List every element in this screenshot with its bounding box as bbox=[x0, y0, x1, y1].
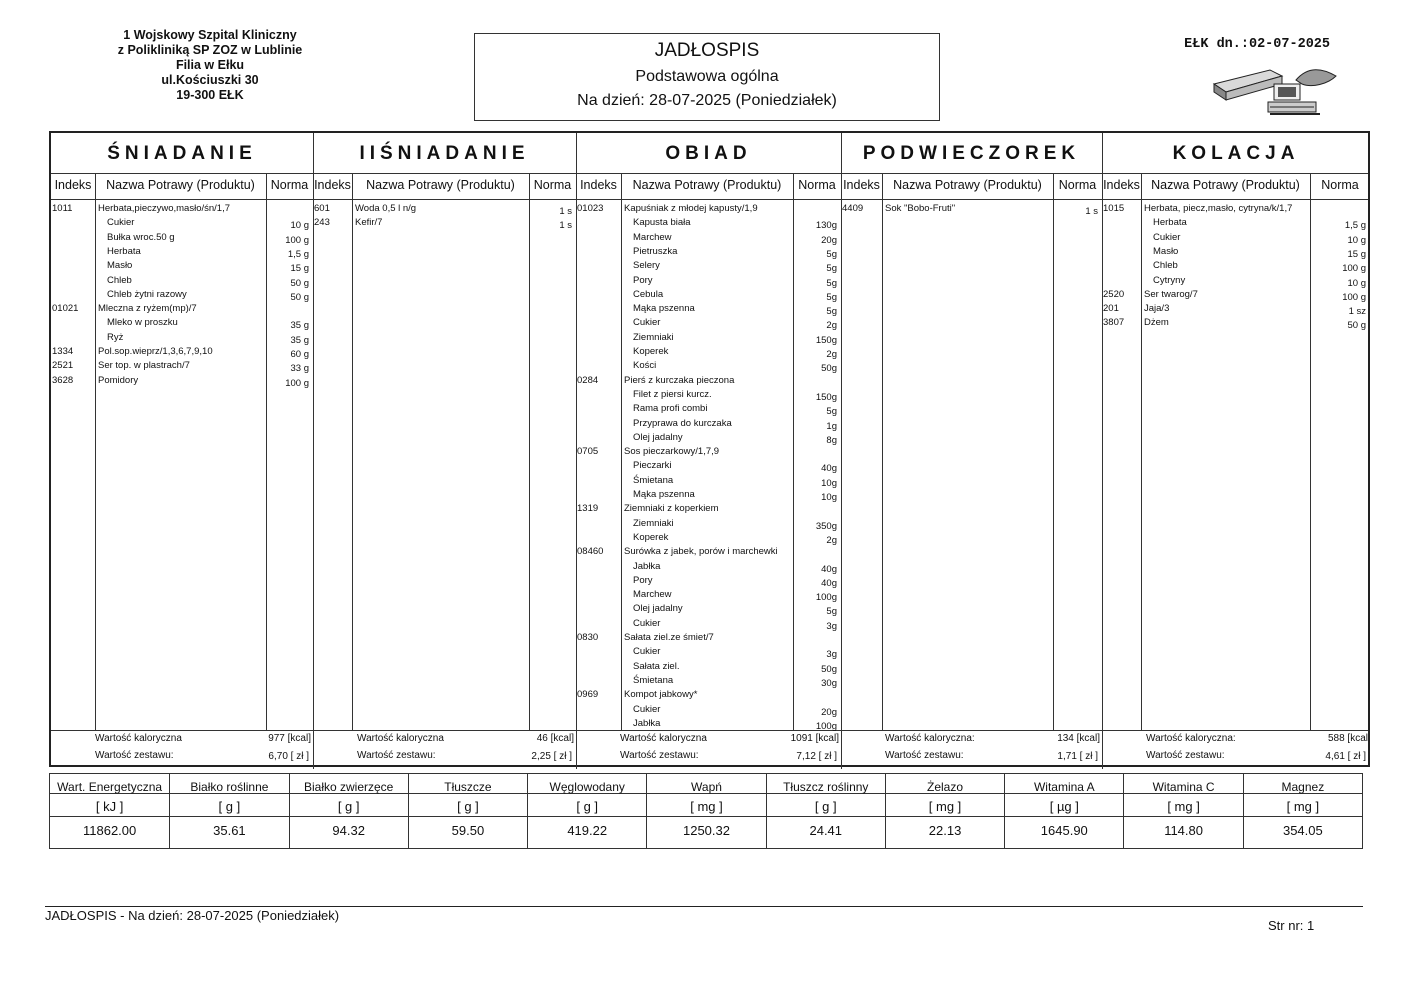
dish-norm: 20g bbox=[821, 706, 837, 718]
calorie-label: Wartość kaloryczna: bbox=[1146, 733, 1236, 744]
nutrient-label: Białko zwierzęce bbox=[303, 780, 394, 794]
cost-label: Wartość zestawu: bbox=[357, 750, 436, 761]
ingredient-name: Jabłka bbox=[633, 560, 661, 572]
dish-norm: 1 s bbox=[1085, 206, 1098, 217]
hospital-line: Filia w Ełku bbox=[175, 58, 245, 72]
nutrient-unit: [ kJ ] bbox=[95, 799, 124, 814]
dish-norm: 60 g bbox=[290, 349, 309, 360]
dish-index: 01023 bbox=[577, 203, 604, 214]
norm-column-line bbox=[529, 173, 530, 730]
calorie-label: Wartość kaloryczna bbox=[620, 733, 707, 744]
cost-label: Wartość zestawu: bbox=[885, 750, 964, 761]
ingredient-name: Mleko w proszku bbox=[107, 317, 178, 329]
dish-index: 0284 bbox=[577, 374, 599, 386]
dish-norm: 10g bbox=[821, 492, 837, 503]
nutrient-label: Żelazo bbox=[927, 780, 964, 794]
hospital-address bbox=[60, 28, 360, 103]
dish-norm: 8g bbox=[826, 434, 837, 446]
dish-norm: 15 g bbox=[290, 263, 309, 275]
ingredient-name: Pietruszka bbox=[633, 245, 678, 257]
column-header-name: Nazwa Potrawy (Produktu) bbox=[632, 178, 782, 192]
ingredient-name: Rama profi combi bbox=[633, 403, 708, 415]
dish-norm: 15 g bbox=[1347, 248, 1366, 260]
column-header-index: Indeks bbox=[54, 178, 92, 192]
ingredient-name: Masło bbox=[1153, 245, 1179, 257]
dish-norm: 1 s bbox=[559, 206, 572, 217]
nutrient-unit: [ g ] bbox=[814, 799, 837, 814]
dish-norm: 10g bbox=[821, 477, 837, 489]
nutrient-column bbox=[1243, 774, 1362, 848]
page-number: Str nr: 1 bbox=[1268, 918, 1315, 933]
ingredient-name: Masło bbox=[107, 260, 133, 272]
nutrient-value: 35.61 bbox=[213, 823, 246, 838]
ingredient-name: Kości bbox=[633, 360, 657, 372]
ingredient-name: Sałata ziel. bbox=[633, 660, 680, 672]
nutrient-value: 354.05 bbox=[1282, 823, 1323, 838]
ingredient-name: Pory bbox=[633, 274, 653, 286]
nutrient-unit: [ g ] bbox=[457, 799, 479, 814]
dish-name: Sos pieczarkowy/1,7,9 bbox=[624, 446, 720, 458]
nutrient-label: Witamina A bbox=[1033, 780, 1095, 794]
ingredient-name: Ryż bbox=[107, 331, 124, 343]
index-column-line bbox=[621, 173, 622, 730]
index-column-line bbox=[95, 173, 96, 730]
column-header-norm: Norma bbox=[1058, 178, 1097, 192]
nutrient-column bbox=[1123, 774, 1242, 848]
title-divider bbox=[51, 173, 1368, 174]
dish-index: 3628 bbox=[52, 374, 74, 386]
dish-name: Ziemniaki z koperkiem bbox=[624, 503, 719, 515]
dish-norm: 40g bbox=[821, 463, 837, 475]
norm-column-line bbox=[1053, 173, 1054, 730]
nutrient-column bbox=[169, 774, 288, 848]
dish-norm: 10 g bbox=[1347, 277, 1366, 289]
dish-norm: 100 g bbox=[285, 377, 309, 389]
nutrient-label: Białko roślinne bbox=[190, 780, 269, 794]
ingredient-name: Cukier bbox=[1153, 231, 1181, 243]
column-header-index: Indeks bbox=[843, 178, 880, 192]
dish-norm: 100 g bbox=[1342, 291, 1366, 303]
ingredient-name: Mąka pszenna bbox=[633, 489, 695, 500]
dish-norm: 50 g bbox=[290, 277, 309, 289]
dish-name: Ser twarog/7 bbox=[1144, 288, 1198, 300]
menu-date: Na dzień: 28-07-2025 (Poniedziałek) bbox=[577, 92, 837, 109]
dish-index: 1334 bbox=[52, 346, 74, 357]
dish-norm: 100g bbox=[815, 592, 837, 604]
nutrient-column bbox=[885, 774, 1004, 848]
nutrient-unit: [ g ] bbox=[218, 799, 241, 814]
dish-norm: 10 g bbox=[290, 220, 309, 232]
dish-norm: 40g bbox=[821, 577, 837, 589]
dish-name: Kapuśniak z młodej kapusty/1,9 bbox=[624, 203, 758, 214]
dish-name: Pierś z kurczaka pieczona bbox=[624, 374, 735, 386]
cost-value: 1,71 [ zł ] bbox=[1057, 751, 1098, 762]
calorie-value: 46 [kcal] bbox=[536, 733, 574, 744]
ingredient-name: Cukier bbox=[633, 646, 661, 658]
dish-index: 0705 bbox=[577, 446, 599, 458]
dish-norm: 100 g bbox=[1342, 263, 1366, 275]
dish-name: Kompot jabkowy* bbox=[624, 689, 698, 701]
ingredient-name: Kapusta biała bbox=[633, 217, 691, 229]
ingredient-name: Ziemniaki bbox=[633, 517, 674, 529]
nutrient-column bbox=[646, 774, 765, 848]
ingredient-name: Cebula bbox=[633, 288, 664, 300]
column-header-index: Indeks bbox=[580, 178, 617, 192]
nutrient-label: Tłuszcz roślinny bbox=[783, 780, 869, 794]
nutrient-column bbox=[766, 774, 885, 848]
dish-norm: 5g bbox=[826, 406, 837, 418]
meal-title-sniadanie: ŚNIADANIE bbox=[107, 143, 257, 164]
meal-title-podwieczorek: PODWIECZOREK bbox=[862, 143, 1081, 164]
dish-norm: 1,5 g bbox=[1344, 220, 1366, 232]
hospital-line: 1 Wojskowy Szpital Kliniczny bbox=[123, 28, 297, 42]
cost-value: 2,25 [ zł ] bbox=[531, 751, 572, 762]
cost-value: 7,12 [ zł ] bbox=[796, 751, 837, 762]
nutrient-table bbox=[49, 773, 1363, 849]
nutrient-label: Węglowodany bbox=[549, 780, 625, 794]
meal-title-obiad: OBIAD bbox=[665, 143, 752, 164]
dish-index: 1015 bbox=[1103, 203, 1125, 214]
dish-norm: 35 g bbox=[290, 320, 309, 332]
ingredient-name: Cukier bbox=[633, 317, 661, 329]
meal-title-kolacja: KOLACJA bbox=[1172, 143, 1300, 164]
nutrient-unit: [ g ] bbox=[576, 799, 599, 814]
summary-divider bbox=[51, 730, 1368, 731]
cost-label: Wartość zestawu: bbox=[620, 750, 699, 761]
dish-norm: 33 g bbox=[290, 363, 309, 375]
column-header-norm: Norma bbox=[533, 178, 572, 192]
ingredient-name: Przyprawa do kurczaka bbox=[633, 417, 732, 429]
footer-divider bbox=[45, 906, 1363, 907]
menu-grid bbox=[49, 131, 1370, 767]
dish-index: 243 bbox=[314, 217, 330, 229]
dish-index: 1011 bbox=[52, 203, 73, 214]
header-divider bbox=[51, 199, 1368, 200]
dish-norm: 50 g bbox=[290, 291, 309, 303]
ingredient-name: Filet z piersi kurcz. bbox=[633, 388, 712, 400]
cost-label: Wartość zestawu: bbox=[95, 750, 174, 761]
dish-index: 601 bbox=[314, 203, 330, 214]
nutrient-unit: [ mg ] bbox=[928, 799, 962, 814]
ingredient-name: Jabłka bbox=[633, 717, 661, 729]
nutrient-column bbox=[289, 774, 408, 848]
column-header-name: Nazwa Potrawy (Produktu) bbox=[366, 178, 515, 192]
dish-norm: 350g bbox=[815, 520, 837, 532]
ingredient-name: Pieczarki bbox=[633, 460, 672, 472]
dish-name: Sałata ziel.ze śmiet/7 bbox=[624, 632, 714, 643]
column-header-norm: Norma bbox=[270, 178, 309, 192]
cost-value: 4,61 [ zł ] bbox=[1325, 751, 1366, 762]
ingredient-name: Cukier bbox=[633, 703, 661, 715]
calorie-value: 588 [kcal bbox=[1327, 733, 1368, 744]
dish-index: 0830 bbox=[577, 632, 599, 643]
dish-norm: 20g bbox=[821, 234, 837, 246]
nutrient-unit: [ g ] bbox=[337, 799, 360, 814]
ingredient-name: Cukier bbox=[633, 617, 661, 629]
dish-norm: 1g bbox=[826, 420, 837, 432]
nutrient-value: 59.50 bbox=[451, 823, 485, 838]
column-header-name: Nazwa Potrawy (Produktu) bbox=[106, 178, 255, 192]
column-header-norm: Norma bbox=[798, 178, 836, 192]
dish-name: Ser top. w plastrach/7 bbox=[98, 360, 190, 372]
ingredient-name: Bułka wroc.50 g bbox=[107, 231, 175, 243]
ingredient-name: Selery bbox=[633, 260, 660, 272]
ingredient-name: Olej jadalny bbox=[633, 431, 683, 443]
hospital-line: ul.Kościuszki 30 bbox=[161, 73, 259, 87]
ingredient-name: Ziemniaki bbox=[633, 331, 674, 343]
nutrient-value: 419.22 bbox=[567, 823, 608, 838]
nutrient-label: Tłuszcze bbox=[444, 780, 492, 794]
nutrient-value: 22.13 bbox=[928, 823, 962, 838]
dish-norm: 100 g bbox=[285, 234, 309, 246]
dish-norm: 5g bbox=[826, 263, 837, 275]
calorie-label: Wartość kaloryczna bbox=[95, 733, 182, 744]
cost-label: Wartość zestawu: bbox=[1146, 750, 1225, 761]
hospital-line: z Polikliniką SP ZOZ w Lublinie bbox=[117, 43, 303, 57]
dish-name: Pomidory bbox=[98, 374, 139, 386]
column-header-index: Indeks bbox=[314, 178, 351, 192]
dish-name: Herbata,pieczywo,masło/śn/1,7 bbox=[98, 203, 231, 214]
meal-separator bbox=[1102, 133, 1103, 769]
calorie-value: 1091 [kcal] bbox=[790, 733, 839, 744]
ingredient-name: Śmietana bbox=[633, 474, 674, 486]
nutrient-value: 1645.90 bbox=[1040, 823, 1088, 838]
dish-norm: 1 sz bbox=[1348, 306, 1366, 318]
dish-norm: 50g bbox=[821, 663, 837, 675]
dish-norm: 30g bbox=[821, 677, 837, 689]
ingredient-name: Herbata bbox=[107, 245, 141, 257]
dish-norm: 35 g bbox=[290, 334, 309, 346]
dish-name: Woda 0,5 l n/g bbox=[355, 203, 417, 214]
calorie-value: 977 [kcal] bbox=[268, 733, 311, 744]
dish-norm: 5g bbox=[826, 606, 837, 618]
nutrient-value: 1250.32 bbox=[682, 823, 730, 838]
dish-name: Kefir/7 bbox=[355, 217, 383, 229]
dish-name: Pol.sop.wieprz/1,3,6,7,9,10 bbox=[98, 346, 213, 357]
nutrient-value: 11862.00 bbox=[83, 823, 137, 838]
dish-norm: 5g bbox=[826, 248, 837, 260]
ingredient-name: Koperek bbox=[633, 531, 669, 543]
dish-norm: 50 g bbox=[1347, 320, 1366, 332]
dish-norm: 150g bbox=[815, 334, 837, 346]
dish-name: Surówka z jabek, porów i marchewki bbox=[624, 546, 778, 558]
dish-norm: 2g bbox=[826, 320, 837, 332]
dish-norm: 1,5 g bbox=[287, 248, 309, 260]
nutrient-label: Witamina C bbox=[1152, 780, 1215, 794]
calorie-label: Wartość kaloryczna bbox=[357, 733, 444, 744]
dish-norm: 50g bbox=[821, 363, 837, 375]
index-column-line bbox=[352, 173, 353, 730]
dish-norm: 5g bbox=[826, 306, 837, 318]
column-header-norm: Norma bbox=[1321, 178, 1359, 192]
dish-name: Sok "Bobo-Fruti" bbox=[885, 203, 956, 214]
dish-norm: 150g bbox=[815, 391, 837, 403]
dish-name: Herbata, piecz,masło, cytryna/k/1,7 bbox=[1144, 203, 1293, 214]
nutrient-label: Wart. Energetyczna bbox=[57, 780, 163, 794]
footer-text: JADŁOSPIS - Na dzień: 28-07-2025 (Poniedziałek) bbox=[45, 908, 340, 923]
ingredient-name: Marchew bbox=[633, 231, 672, 243]
nutrient-value: 114.80 bbox=[1164, 823, 1203, 838]
nutrient-label: Wapń bbox=[691, 780, 722, 794]
dish-name: Dżem bbox=[1144, 317, 1169, 329]
dish-norm: 130g bbox=[815, 220, 837, 232]
column-header-name: Nazwa Potrawy (Produktu) bbox=[893, 178, 1042, 192]
column-header-index: Indeks bbox=[1103, 178, 1140, 192]
ingredient-name: Cukier bbox=[107, 217, 135, 229]
dish-index: 0969 bbox=[577, 689, 599, 701]
meal-separator bbox=[841, 133, 842, 769]
ingredient-name: Chleb bbox=[107, 274, 132, 286]
calorie-value: 134 [kcal] bbox=[1057, 733, 1100, 744]
dish-norm: 10 g bbox=[1347, 234, 1366, 246]
dish-norm: 2g bbox=[826, 349, 837, 360]
dish-index: 2520 bbox=[1103, 288, 1125, 300]
dish-index: 08460 bbox=[577, 546, 604, 558]
ingredient-name: Herbata bbox=[1153, 217, 1187, 229]
dish-index: 201 bbox=[1103, 303, 1119, 315]
computer-icon bbox=[1210, 62, 1340, 124]
index-column-line bbox=[882, 173, 883, 730]
hospital-line: 19-300 EŁK bbox=[176, 88, 244, 102]
index-column-line bbox=[1141, 173, 1142, 730]
nutrient-column bbox=[408, 774, 527, 848]
ingredient-name: Mąka pszenna bbox=[633, 303, 695, 315]
dish-index: 1319 bbox=[577, 503, 599, 515]
ingredient-name: Chleb bbox=[1153, 260, 1178, 272]
nutrient-column bbox=[527, 774, 646, 848]
dish-norm: 5g bbox=[826, 291, 837, 303]
nutrient-value: 94.32 bbox=[332, 823, 365, 838]
diet-name: Podstawowa ogólna bbox=[635, 68, 779, 85]
dish-index: 2521 bbox=[52, 360, 74, 372]
dish-index: 3807 bbox=[1103, 317, 1125, 329]
document-title: JADŁOSPIS bbox=[654, 40, 760, 61]
ingredient-name: Śmietana bbox=[633, 674, 674, 686]
nutrient-unit: [ mg ] bbox=[1167, 799, 1200, 814]
nutrient-unit: [ mg ] bbox=[1286, 799, 1320, 814]
column-header-name: Nazwa Potrawy (Produktu) bbox=[1151, 178, 1300, 192]
dish-norm: 1 s bbox=[559, 220, 572, 232]
nutrient-value: 24.41 bbox=[809, 823, 843, 838]
dish-norm: 2g bbox=[826, 534, 837, 546]
ingredient-name: Marchew bbox=[633, 589, 672, 601]
title-box bbox=[474, 33, 940, 121]
issue-date: EŁK dn.:02-07-2025 bbox=[1184, 37, 1330, 52]
ingredient-name: Koperek bbox=[633, 346, 669, 357]
nutrient-column bbox=[1004, 774, 1123, 848]
dish-norm: 5g bbox=[826, 277, 837, 289]
cost-value: 6,70 [ zł ] bbox=[268, 751, 309, 762]
dish-norm: 100g bbox=[815, 720, 837, 732]
dish-name: Jaja/3 bbox=[1144, 303, 1170, 315]
dish-index: 4409 bbox=[842, 203, 864, 214]
nutrient-unit: [ µg ] bbox=[1049, 799, 1079, 814]
meal-title-drugie-sniadanie: IIŚNIADANIE bbox=[359, 143, 530, 164]
ingredient-name: Pory bbox=[633, 574, 653, 586]
ingredient-name: Chleb żytni razowy bbox=[107, 288, 187, 300]
nutrient-label: Magnez bbox=[1281, 780, 1325, 794]
calorie-label: Wartość kaloryczna: bbox=[885, 733, 975, 744]
ingredient-name: Olej jadalny bbox=[633, 603, 683, 615]
dish-name: Mleczna z ryżem(mp)/7 bbox=[98, 303, 197, 315]
dish-norm: 3g bbox=[826, 620, 837, 632]
ingredient-name: Cytryny bbox=[1153, 274, 1186, 286]
dish-norm: 3g bbox=[826, 649, 837, 661]
dish-norm: 40g bbox=[821, 563, 837, 575]
nutrient-column bbox=[50, 774, 169, 848]
dish-index: 01021 bbox=[52, 303, 79, 315]
nutrient-unit: [ mg ] bbox=[690, 799, 723, 814]
